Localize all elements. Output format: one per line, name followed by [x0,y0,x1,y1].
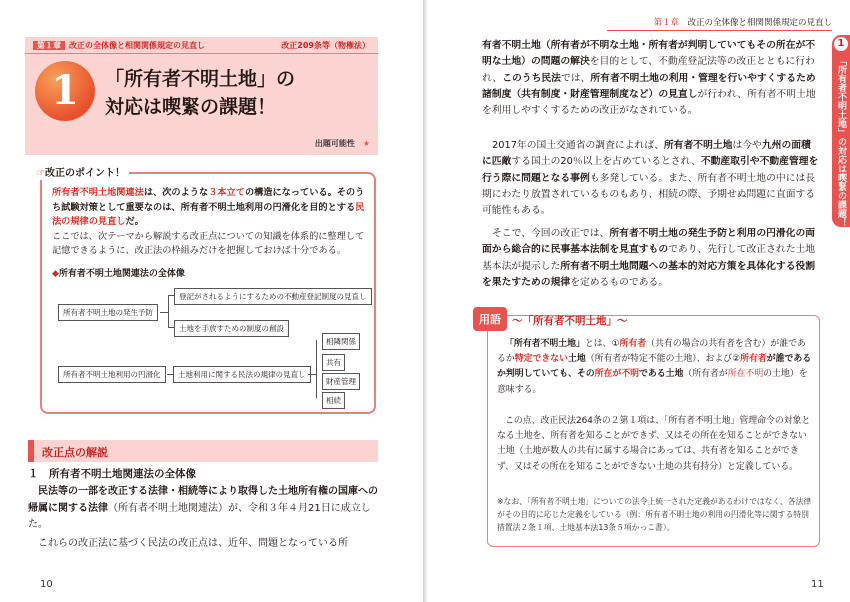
g-t5: の土地）を意味する。 [497,369,808,395]
p3-text2: であり、先行して改正された土地基本法が提示した [482,244,816,272]
topic-title [105,65,295,121]
header-chapter-wrap [33,40,205,50]
p2-text3: する国土の20％以上を占めているとされ、 [511,156,701,168]
section-header: 改正点の解説 [28,440,378,462]
g-r3: 所有者 [740,354,767,365]
diamond-icon: ◆ [52,269,59,279]
g-r4: 所在が不明 [594,369,639,380]
point-text [52,186,370,259]
diagram-title [52,266,185,279]
star-icon: ★ [362,139,370,148]
running-chapter: 第１章 [653,18,679,28]
glossary-article: この点、改正民法264条の２第１項は、「所有者不明土地」管理命令の対象となる土地を、所有者を知ることができず、又はその所在を知ることができない土地（土地が数人の共有に属する場合にあっては、共有者を知ることができず、又はその所在を知ることができない土地の共有持分）と定義している。 [497,416,811,472]
g-b3: である土地 [639,369,684,380]
glossary-definition [497,337,813,398]
running-title: 改正の全体像と相関関係規定の見直し [687,18,832,28]
p1-text2: では、 [560,72,591,84]
g-t2: （共有の場合の共有者を含む）が誰であるか [497,339,806,365]
running-header [607,16,832,31]
p1-text: を目的として、不動産登記法等の改正とともに行われ、 [482,56,815,84]
point-paragraph-2: ここでは、次テーマから解説する改正点についての知識を体系的に整理して記憶できるように、改正法の枠組みだけを把握しておけば十分である。 [52,230,365,256]
point-civil: 民法の規律の見直し [52,201,365,227]
topic-header [25,37,378,155]
p1-text3: が行われ、所有者不明土地を利用しやすくするための改正がなされている。 [482,88,816,117]
node-civil: 土地利用に関する民法の規律の見直し [173,366,311,383]
node-release: 土地を手放すための制度の創設 [174,320,289,337]
p2-text2: は今や [732,140,762,151]
right-page [427,0,850,602]
body-paragraph-2: これらの改正法に基づく民法の改正点は、近年、問題となっている所 [38,538,348,549]
leaf-property-mgmt: 財産管理 [322,373,360,390]
g-term: 「所有者不明土地」 [505,339,585,349]
title-line-2: 対応は喫緊の課題！ [105,96,277,118]
body-law-name: 民法等の一部を改正する法律・相続等により取得した土地所有権の国庫への帰属に関する法律 [28,486,378,514]
page-number-left: 10 [40,579,53,590]
point-three: ３本立て [208,187,245,198]
p3-text3: を定めるものである。 [570,276,669,288]
page-number-right: 11 [811,579,824,590]
chapter-label: 第１章 [33,41,65,50]
p1-bold2: このうち民法 [502,72,561,84]
body-paragraph-1 [28,484,380,534]
point-box [40,172,376,414]
tab-title: 「所有者不明土地」の対応は喫緊の課題！ [836,56,846,227]
connector [308,374,316,375]
glossary-note: ※なお、「所有者不明土地」についての法令上統一された定義があるわけではなく、各法律がその目的に応じた定義をしている（例：所有者不明土地の利用の円滑化等に関する特別措置法２条１項、土地基本法13条５項かっこ書）。 [497,497,812,532]
glossary-label: 用語 [473,307,507,331]
right-paragraph-2 [482,138,820,219]
node-smooth: 所有者不明土地利用の円滑化 [58,366,166,383]
tab-number: 1 [834,37,848,51]
connector [168,295,169,328]
leaf-neighbors: 相隣関係 [322,333,360,350]
title-line-1: 「所有者不明土地」の [105,68,296,90]
p3-bold2: 所有者不明土地問題への基本的対応方策を具体化する役割を果たすための規律 [482,260,816,288]
p1-bold3: 所有者不明土地の利用・管理を行いやすくするため諸制度（共有制度・財産管理制度など）の見直し [482,72,816,100]
point-term: 所有者不明土地関連法 [52,187,144,198]
topic-number-badge: 1 [35,61,95,121]
p3-bold: 所有者不明土地の発生予防と利用の円滑化の両面から総合的に民事基本法制を見直すもの [482,228,816,256]
right-paragraph-3 [482,226,820,291]
hand-pointer-icon: ☞ [36,168,45,179]
leaf-coownership: 共有 [322,354,345,371]
g-b1: 土地 [568,354,586,365]
p2-bold2: 九州の面積に匹敵 [482,140,811,168]
g-r5: 所在不明 [727,369,764,380]
g-t1: とは、① [584,339,620,349]
left-page [0,0,423,602]
node-registration: 登記がされるようにするための不動産登記制度の見直し [174,288,372,305]
g-r2: 特定できない [514,354,568,365]
point-text-1: は、次のような [143,187,209,198]
freq-label: 出題可能性 [314,139,355,148]
p2-bold: 所有者不明土地 [663,140,733,151]
connector [316,340,317,398]
right-paragraph-1 [482,38,820,119]
p2-text4: も多発している。また、所有者不明土地の中には長期にわたり放置されているものもあり、相続の際、予期せぬ問題に直面する可能性もある。 [482,172,816,217]
exam-frequency [315,138,370,149]
glossary-title: ～「所有者不明土地」～ [512,315,628,327]
header-strip [25,37,378,54]
p3-text: そこで、今回の改正では、 [492,228,610,239]
g-t4: （所有者が [683,369,728,380]
p2-text: 2017年の国土交通省の調査によれば、 [492,140,664,151]
law-reference: 改正209条等（物権法） [281,41,370,50]
node-prevent: 所有者不明土地の発生予防 [58,304,158,321]
g-r1: 所有者 [619,339,647,349]
subsection-title: １ 所有者不明土地関連法の全体像 [28,468,196,480]
point-label-text: 改正のポイント！ [44,168,125,179]
body-text: （所有者不明土地関連法）が、令和３年４月21日に成立した。 [28,502,371,530]
diagram-title-text: 所有者不明土地関連法の全体像 [58,269,185,279]
g-t3: （所有者が特定不能の土地）、および② [585,354,741,365]
leaf-inheritance: 相続 [322,392,345,409]
point-label [32,163,129,180]
connector [160,312,168,313]
p1-bold: 有者不明土地（所有者が不明な土地・所有者が判明していてもその所在が不明な土地）の問題の解決 [482,40,816,68]
p2-bold3: 不動産取引や不動産管理を行う際に問題となる事例 [482,156,819,184]
point-text-3: だ。 [125,216,144,227]
point-text-2: の構造になっている。そのうち試験対策として重要なのは、所有者不明土地利用の円滑化を目的とする [52,187,365,213]
chapter-title: 改正の全体像と相関関係規定の見直し [69,41,205,50]
g-b2: が誰であるか判明していても、その [497,354,812,380]
